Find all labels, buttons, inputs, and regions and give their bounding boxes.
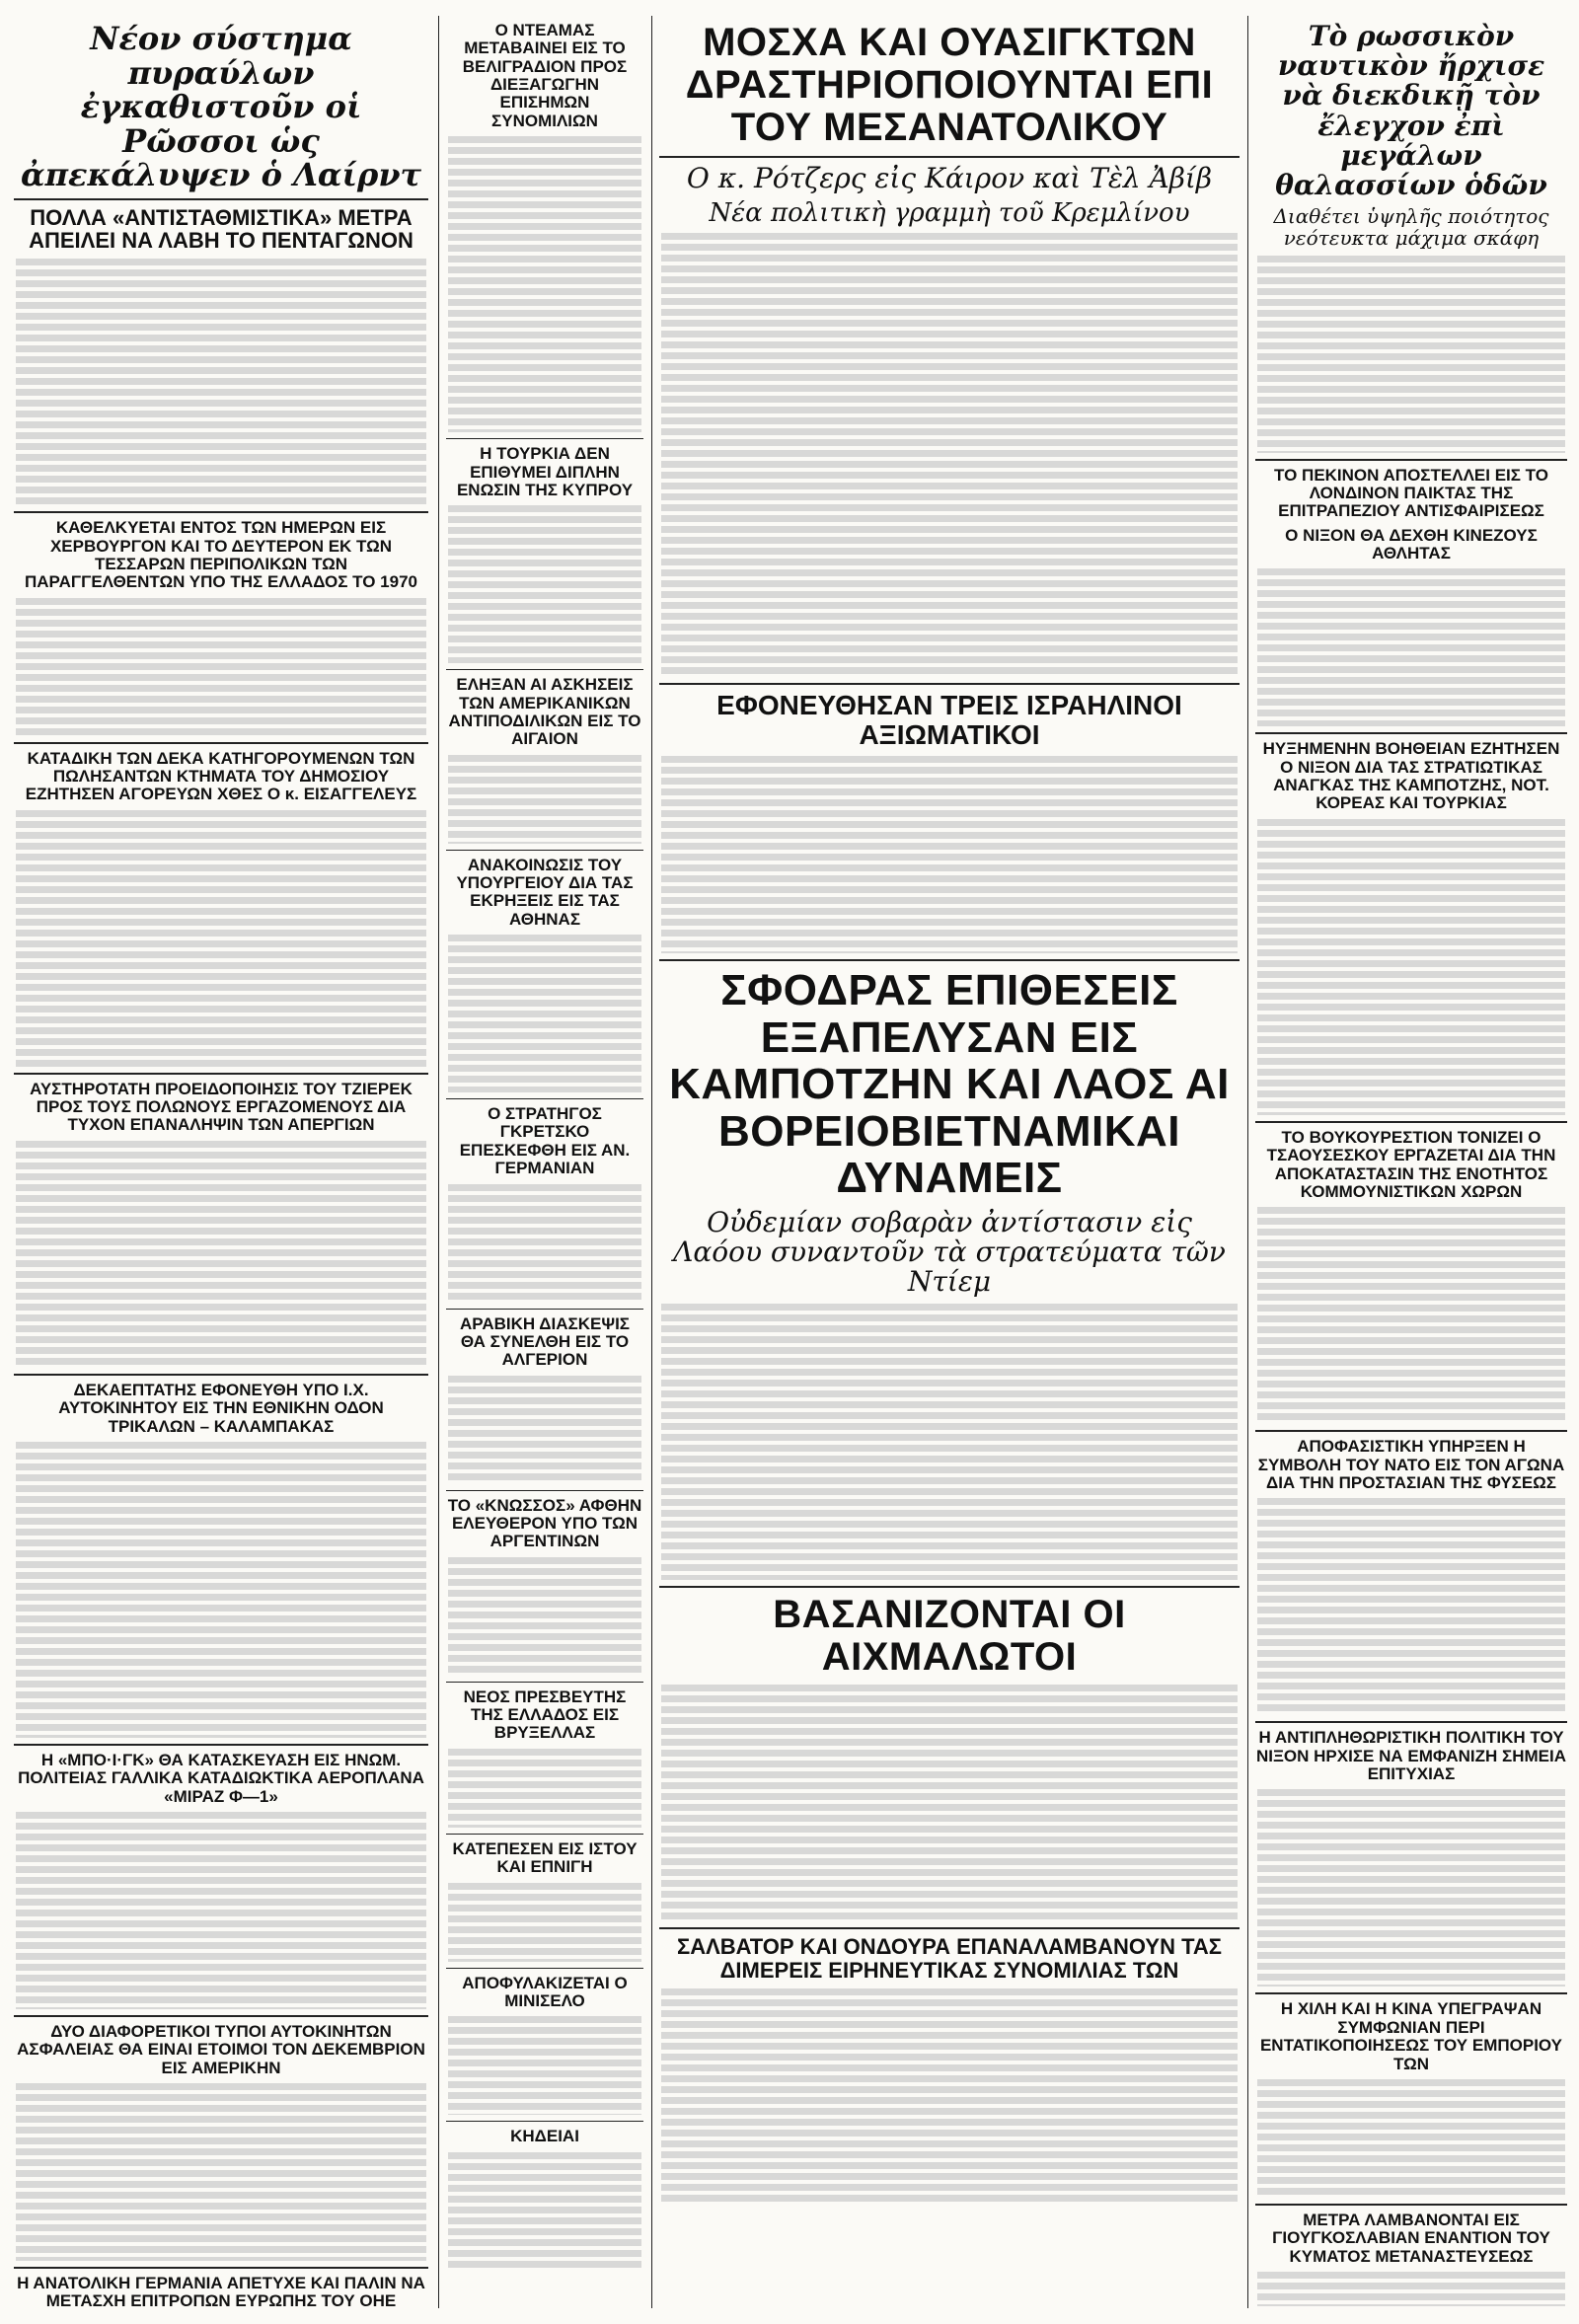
- article-text: [448, 1376, 641, 1484]
- article-text: [448, 1883, 641, 1962]
- headline-fell-drowned: ΚΑΤΕΠΕΣΕΝ ΕΙΣ ΙΣΤΟΥ ΚΑΙ ΕΠΝΙΓΗ: [452, 1838, 638, 1877]
- headline-turkey-cyprus: Η ΤΟΥΡΚΙΑ ΔΕΝ ΕΠΙΘΥΜΕΙ ΔΙΠΛΗΝ ΕΝΩΣΙΝ ΤΗΣ ΚΥΠΡΟΥ: [456, 444, 634, 499]
- headline-nato-nature: ΑΠΟΦΑΣΙΣΤΙΚΗ ΥΠΗΡΞΕΝ Η ΣΥΜΒΟΛΗ ΤΟΥ ΝΑΤΟ ΕΙΣ ΤΟΝ ΑΓΩΝΑ ΔΙΑ ΤΗΝ ΠΡΟΣΤΑΣΙΑΝ ΤΗΣ ΦΥΣΕΩΣ: [1257, 1437, 1565, 1492]
- headline-prisoners-tortured: ΒΑΣΑΝΙΖΟΝΤΑΙ ΟΙ ΑΙΧΜΑΛΩΤΟΙ: [773, 1592, 1126, 1679]
- headline-ministry-explosions: ΑΝΑΚΟΙΝΩΣΙΣ ΤΟΥ ΥΠΟΥΡΓΕΙΟΥ ΔΙΑ ΤΑΣ ΕΚΡΗΞΕΙΣ ΕΙΣ ΤΑΣ ΑΘΗΝΑΣ: [456, 855, 634, 929]
- subhead-kremlin: Νέα πολιτικὴ γραμμὴ τοῦ Κρεμλίνου: [709, 197, 1190, 228]
- headline-salvador-honduras: ΣΑΛΒΑΤΟΡ ΚΑΙ ΟΝΔΟΥΡΑ ΕΠΑΝΑΛΑΜΒΑΝΟΥΝ ΤΑΣ ΔΙΜΕΡΕΙΣ ΕΙΡΗΝΕΥΤΙΚΑΣ ΣΥΝΟΜΙΛΙΑΣ ΤΩΝ: [677, 1934, 1222, 1983]
- article-text: [448, 2016, 641, 2115]
- headline-funerals: ΚΗΔΕΙΑΙ: [510, 2127, 579, 2146]
- headline-grechko: Ο ΣΤΡΑΤΗΓΟΣ ΓΚΡΕΤΣΚΟ ΕΠΕΣΚΕΦΘΗ ΕΙΣ ΑΝ. ΓΕΡΜΑΝΙΑΝ: [459, 1104, 631, 1178]
- headline-chile-china: Η ΧΙΛΗ ΚΑΙ Η ΚΙΝΑ ΥΠΕΓΡΑΨΑΝ ΣΥΜΦΩΝΙΑΝ ΠΕΡΙ ΕΝΤΑΤΙΚΟΠΟΙΗΣΕΩΣ ΤΟΥ ΕΜΠΟΡΙΟΥ ΤΩΝ: [1259, 1999, 1563, 2073]
- article-text: [661, 1304, 1238, 1580]
- headline-russian-navy: Τὸ ρωσσικὸν ναυτικὸν ἤρχισε νὰ διεκδικῇ τὸν ἔλεγχον ἐπὶ μεγάλων θαλασσίων ὁδῶν: [1275, 20, 1547, 202]
- article-text: [448, 755, 641, 844]
- headline-east-germany-un: Η ΑΝΑΤΟΛΙΚΗ ΓΕΡΜΑΝΙΑ ΑΠΕΤΥΧΕ ΚΑΙ ΠΑΛΙΝ ΝΑ ΜΕΤΑΣΧΗ ΕΠΙΤΡΟΠΩΝ ΕΥΡΩΠΗΣ ΤΟΥ ΟΗΕ: [17, 2274, 425, 2306]
- article-text: [448, 2152, 641, 2271]
- article-text: [16, 810, 426, 1067]
- headline-nixon-inflation: Η ΑΝΤΙΠΛΗΘΩΡΙΣΤΙΚΗ ΠΟΛΙΤΙΚΗ ΤΟΥ ΝΙΞΟΝ ΗΡΧΙΣΕ ΝΑ ΕΜΦΑΝΙΖΗ ΣΗΜΕΙΑ ΕΠΙΤΥΧΙΑΣ: [1255, 1728, 1567, 1784]
- headline-arab-conference: ΑΡΑΒΙΚΗ ΔΙΑΣΚΕΨΙΣ ΘΑ ΣΥΝΕΛΘΗ ΕΙΣ ΤΟ ΑΛΓΕΡΙΟΝ: [460, 1313, 630, 1370]
- headline-gierek-warning: ΑΥΣΤΗΡΟΤΑΤΗ ΠΡΟΕΙΔΟΠΟΙΗΣΙΣ ΤΟΥ ΤΖΙΕΡΕΚ ΠΡΟΣ ΤΟΥΣ ΠΟΛΩΝΟΥΣ ΕΡΓΑΖΟΜΕΝΟΥΣ ΔΙΑ ΤΥΧΟΝ ΕΠΑΝΑΛΗΨΙΝ ΤΩΝ ΑΠΕΡΓΙΩΝ: [30, 1079, 413, 1135]
- article-text: [448, 1557, 641, 1676]
- headline-israeli-officers: ΕΦΟΝΕΥΘΗΣΑΝ ΤΡΕΙΣ ΙΣΡΑΗΛΙΝΟΙ ΑΞΙΩΜΑΤΙΚΟΙ: [716, 689, 1182, 751]
- article-text: [1257, 568, 1565, 726]
- article-text: [448, 136, 641, 432]
- column-divider: [651, 16, 652, 2308]
- subhead-pentagon: ΠΟΛΛΑ «ΑΝΤΙΣΤΑΘΜΙΣΤΙΚΑ» ΜΕΤΡΑ ΑΠΕΙΛΕΙ ΝΑ ΛΑΒΗ ΤΟ ΠΕΝΤΑΓΩΝΟΝ: [29, 204, 414, 254]
- article-text: [1257, 2079, 1565, 2198]
- column-2: [446, 18, 643, 2306]
- subhead-laos-troops: Οὐδεμίαν σοβαρὰν ἀντίστασιν εἰς Λαόου συναντοῦν τὰ στρατεύματα τῶν Ντίεμ: [673, 1205, 1226, 1299]
- headline-moscow-washington: ΜΟΣΧΑ ΚΑΙ ΟΥΑΣΙΓΚΤΩΝ ΔΡΑΣΤΗΡΙΟΠΟΙΟΥΝΤΑΙ ΕΠΙ ΤΟΥ ΜΕΣΑΝΑΤΟΛΙΚΟΥ: [685, 21, 1214, 150]
- column-4: [1255, 18, 1567, 2306]
- headline-trikala-accident: ΔΕΚΑΕΠΤΑΤΗΣ ΕΦΟΝΕΥΘΗ ΥΠΟ Ι.Χ. ΑΥΤΟΚΙΝΗΤΟΥ ΕΙΣ ΤΗΝ ΕΘΝΙΚΗΝ ΟΔΟΝ ΤΡΙΚΑΛΩΝ – ΚΑΛΑΜΠΑΚΑΣ: [58, 1380, 384, 1436]
- article-text: [661, 756, 1238, 953]
- headline-aegean-exercises: ΕΛΗΞΑΝ ΑΙ ΑΣΚΗΣΕΙΣ ΤΩΝ ΑΜΕΡΙΚΑΝΙΚΩΝ ΑΝΤΙΠΟΔΙΛΙΚΩΝ ΕΙΣ ΤΟ ΑΙΓΑΙΟΝ: [448, 675, 641, 749]
- headline-cherbourg-patrol: ΚΑΘΕΛΚΥΕΤΑΙ ΕΝΤΟΣ ΤΩΝ ΗΜΕΡΩΝ ΕΙΣ ΧΕΡΒΟΥΡΓΟΝ ΚΑΙ ΤΟ ΔΕΥΤΕΡΟΝ ΕΚ ΤΩΝ ΤΕΣΣΑΡΩΝ ΠΕΡΙΠΟΛΙΚΩΝ ΤΩΝ ΠΑΡΑΓΓΕΛΘΕΝΤΩΝ ΥΠΟ ΤΗΣ ΕΛΛΑΔΟΣ ΤΟ 1970: [25, 518, 417, 592]
- article-text: [661, 233, 1238, 677]
- headline-ambassador-brussels: ΝΕΟΣ ΠΡΕΣΒΕΥΤΗΣ ΤΗΣ ΕΛΛΑΔΟΣ ΕΙΣ ΒΡΥΞΕΛΛΑΣ: [463, 1687, 627, 1743]
- article-text: [1257, 1789, 1565, 1987]
- article-text: [448, 1184, 641, 1303]
- headline-prosecutor: ΚΑΤΑΔΙΚΗ ΤΩΝ ΔΕΚΑ ΚΑΤΗΓΟΡΟΥΜΕΝΩΝ ΤΩΝ ΠΩΛΗΣΑΝΤΩΝ ΚΤΗΜΑΤΑ ΤΟΥ ΔΗΜΟΣΙΟΥ ΕΖΗΤΗΣΕΝ ΑΓΟΡΕΥΩΝ ΧΘΕΣ Ο κ. ΕΙΣΑΓΓΕΛΕΥΣ: [25, 748, 417, 804]
- article-text: [661, 1685, 1238, 1921]
- article-text: [1257, 256, 1565, 453]
- article-text: [16, 1442, 426, 1738]
- headline-nixon-athletes: Ο ΝΙΞΟΝ ΘΑ ΔΕΧΘΗ ΚΙΝΕΖΟΥΣ ΑΘΛΗΤΑΣ: [1285, 525, 1538, 563]
- headline-russian-missiles: Νέον σύστημα πυραύλων ἐγκαθιστοῦν οἱ Ρῶσσοι ὡς ἀπεκάλυψεν ὁ Λαίρντ: [20, 20, 422, 194]
- column-1: [14, 18, 428, 2306]
- column-divider: [438, 16, 439, 2308]
- article-text: [16, 1141, 426, 1368]
- headline-boeing-mirage: Η «ΜΠΟ·Ι·ΓΚ» ΘΑ ΚΑΤΑΣΚΕΥΑΣΗ ΕΙΣ ΗΝΩΜ. ΠΟΛΙΤΕΙΑΣ ΓΑΛΛΙΚΑ ΚΑΤΑΔΙΩΚΤΙΚΑ ΑΕΡΟΠΛΑΝΑ «ΜΙΡΑΖ Φ—1»: [18, 1750, 424, 1806]
- headline-pingpong-london: ΤΟ ΠΕΚΙΝΟΝ ΑΠΟΣΤΕΛΛΕΙ ΕΙΣ ΤΟ ΛΟΝΔΙΝΟΝ ΠΑΙΚΤΑΣ ΤΗΣ ΕΠΙΤΡΑΠΕΖΙΟΥ ΑΝΤΙΣΦΑΙΡΙΣΕΩΣ: [1274, 465, 1548, 521]
- article-text: [1257, 2272, 1565, 2306]
- article-text: [1257, 1207, 1565, 1424]
- subhead-vessels: Διαθέτει ὑψηλῆς ποιότητος νεότευκτα μάχιμα σκάφη: [1273, 204, 1549, 250]
- headline-knossos: ΤΟ «ΚΝΩΣΣΟΣ» ΑΦΘΗΝ ΕΛΕΥΘΕΡΟΝ ΥΠΟ ΤΩΝ ΑΡΓΕΝΤΙΝΩΝ: [447, 1495, 642, 1551]
- article-text: [16, 2083, 426, 2261]
- headline-release: ΑΠΟΦΥΛΑΚΙΖΕΤΑΙ Ο ΜΙΝΙΣΕΛΟ: [462, 1973, 628, 2010]
- article-text: [16, 1812, 426, 2009]
- article-text: [661, 1988, 1238, 2206]
- headline-yugoslavia-emigration: ΜΕΤΡΑ ΛΑΜΒΑΝΟΝΤΑΙ ΕΙΣ ΓΙΟΥΓΚΟΣΛΑΒΙΑΝ ΕΝΑΝΤΙΟΝ ΤΟΥ ΚΥΜΑΤΟΣ ΜΕΤΑΝΑΣΤΕΥΣΕΩΣ: [1272, 2210, 1550, 2266]
- article-text: [16, 598, 426, 736]
- headline-cambodia-laos: ΣΦΟΔΡΑΣ ΕΠΙΘΕΣΕΙΣ ΕΞΑΠΕΛΥΣΑΝ ΕΙΣ ΚΑΜΠΟΤΖΗΝ ΚΑΙ ΛΑΟΣ ΑΙ ΒΟΡΕΙΟΒΙΕΤΝΑΜΙΚΑΙ ΔΥΝΑΜΕΙΣ: [669, 966, 1230, 1203]
- article-text: [448, 505, 641, 663]
- article-text: [16, 259, 426, 505]
- subhead-rogers: Ο κ. Ρότζερς εἰς Κάιρον καὶ Τὲλ Ἀβίβ: [686, 161, 1213, 194]
- headline-deamas-belgrade: Ο ΝΤΕΑΜΑΣ ΜΕΤΑΒΑΙΝΕΙ ΕΙΣ ΤΟ ΒΕΛΙΓΡΑΔΙΟΝ ΠΡΟΣ ΔΙΕΞΑΓΩΓΗΝ ΕΠΙΣΗΜΩΝ ΣΥΝΟΜΙΛΙΩΝ: [462, 21, 628, 130]
- headline-nixon-aid: ΗΥΞΗΜΕΝΗΝ ΒΟΗΘΕΙΑΝ ΕΖΗΤΗΣΕΝ Ο ΝΙΞΟΝ ΔΙΑ ΤΑΣ ΣΤΡΑΤΙΩΤΙΚΑΣ ΑΝΑΓΚΑΣ ΤΗΣ ΚΑΜΠΟΤΖΗΣ, ΝΟΤ. ΚΟΡΕΑΣ ΚΑΙ ΤΟΥΡΚΙΑΣ: [1262, 739, 1560, 813]
- headline-ceausescu: ΤΟ ΒΟΥΚΟΥΡΕΣΤΙΟΝ ΤΟΝΙΖΕΙ Ο ΤΣΑΟΥΣΕΣΚΟΥ ΕΡΓΑΖΕΤΑΙ ΔΙΑ ΤΗΝ ΑΠΟΚΑΤΑΣΤΑΣΙΝ ΤΗΣ ΕΝΟΤΗΤΟΣ ΚΟΜΜΟΥΝΙΣΤΙΚΩΝ ΧΩΡΩΝ: [1266, 1127, 1556, 1201]
- column-3: [659, 18, 1240, 2306]
- article-text: [448, 1749, 641, 1828]
- article-text: [448, 935, 641, 1092]
- article-text: [1257, 1498, 1565, 1715]
- column-divider: [1247, 16, 1248, 2308]
- headline-safety-cars: ΔΥΟ ΔΙΑΦΟΡΕΤΙΚΟΙ ΤΥΠΟΙ ΑΥΤΟΚΙΝΗΤΩΝ ΑΣΦΑΛΕΙΑΣ ΘΑ ΕΙΝΑΙ ΕΤΟΙΜΟΙ ΤΟΝ ΔΕΚΕΜΒΡΙΟΝ ΕΙΣ ΑΜΕΡΙΚΗΝ: [17, 2021, 425, 2077]
- article-text: [1257, 819, 1565, 1115]
